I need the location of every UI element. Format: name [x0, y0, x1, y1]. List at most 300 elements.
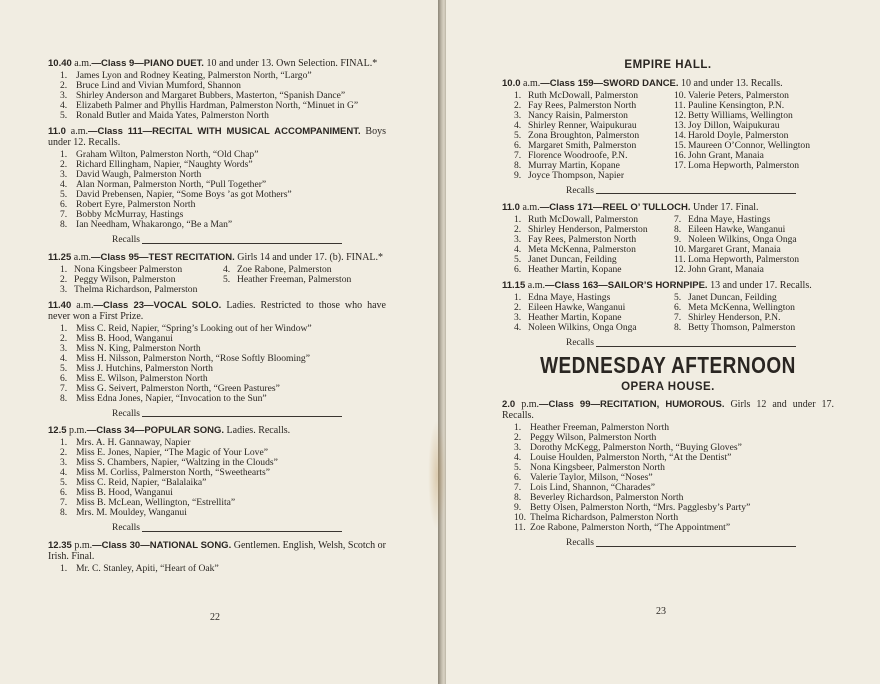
entry-text: Heather Martin, Kopane: [528, 264, 622, 275]
entry-number: 13.: [674, 119, 686, 131]
entry-number: 9.: [674, 234, 682, 245]
entry-number: 7.: [60, 382, 68, 394]
entries-column: [674, 91, 834, 181]
section-heading: [502, 399, 834, 421]
section-heading: [48, 300, 386, 322]
entry-number: 3.: [514, 234, 522, 245]
section-ampm: a.m.: [76, 299, 94, 311]
section-subtitle: 13 and under 17. Recalls.: [707, 280, 812, 291]
entry-text: Miss N. King, Palmerston North: [76, 342, 201, 354]
list-item: [674, 131, 834, 141]
entry-number: 4.: [60, 352, 68, 364]
entry-text: Shirley Anderson and Margaret Bubbers, Masterton, “Spanish Dance”: [76, 90, 346, 101]
entry-text: Miss B. Hood, Wanganui: [76, 487, 173, 498]
entry-list: [674, 91, 834, 171]
entry-number: 1.: [60, 263, 68, 275]
section-time: 11.25: [48, 251, 72, 263]
entry-text: Peggy Wilson, Palmerston North: [530, 432, 657, 443]
entry-number: 4.: [60, 179, 68, 190]
section-heading: [502, 280, 834, 291]
entry-text: Beverley Richardson, Palmerston North: [530, 492, 684, 503]
program-section: [48, 58, 386, 121]
entry-number: 2.: [60, 273, 68, 285]
section-time: 12.35: [48, 539, 72, 551]
section-time: 11.0: [502, 202, 520, 213]
entry-text: Harold Doyle, Palmerston: [688, 129, 789, 141]
entry-text: Richard Ellingham, Napier, “Naughty Words”: [76, 159, 253, 170]
entry-number: 5.: [60, 189, 68, 200]
section-class: —Class 95—TEST RECITATION.: [90, 251, 235, 263]
section-ampm: a.m.: [70, 126, 88, 137]
list-item: [223, 265, 386, 275]
section-heading: [48, 58, 386, 69]
right-sections: [502, 78, 834, 349]
section-class: —Class 23—VOCAL SOLO.: [93, 299, 222, 311]
entry-text: Betty Olsen, Palmerston North, “Mrs. Pagglesby’s Party”: [530, 502, 751, 513]
entry-text: Bobby McMurray, Hastings: [76, 209, 184, 220]
section-class: —Class 163—SAILOR’S HORNPIPE.: [544, 280, 708, 291]
list-item: [514, 323, 674, 333]
section-time: 11.0: [48, 126, 66, 137]
section-heading: [48, 252, 386, 263]
list-item: [60, 508, 386, 518]
section-subtitle: 10 and under 13. Recalls.: [678, 77, 783, 89]
entry-number: 2.: [514, 99, 522, 111]
entry-number: 3.: [514, 109, 522, 121]
entry-number: 7.: [514, 482, 522, 493]
entry-number: 8.: [514, 492, 522, 503]
entry-text: Dorothy McKegg, Palmerston North, “Buying Gloves”: [530, 442, 742, 453]
entry-text: Ronald Butler and Maida Yates, Palmerston North: [76, 110, 269, 121]
entry-number: 3.: [60, 283, 68, 295]
entry-number: 5.: [60, 362, 68, 374]
entry-number: 5.: [514, 462, 522, 473]
recalls-rule: [142, 415, 342, 417]
entries-column: [674, 215, 834, 275]
list-item: [60, 220, 386, 230]
entry-text: Shirley Renner, Waipukurau: [528, 119, 637, 131]
venue-heading-2: OPERA HOUSE.: [621, 380, 715, 393]
entry-text: Zoe Rabone, Palmerston North, “The Appointment”: [530, 522, 731, 533]
list-item: [514, 171, 674, 181]
entry-number: 6.: [60, 199, 68, 210]
entry-number: 4.: [514, 452, 522, 463]
right-page: [446, 0, 880, 684]
entry-text: Miss S. Chambers, Napier, “Waltzing in the Clouds”: [76, 457, 278, 468]
list-item: [60, 394, 386, 404]
entry-text: Fay Rees, Palmerston North: [528, 99, 637, 111]
entry-text: Miss B. Hood, Wanganui: [76, 332, 173, 344]
entry-text: Ruth McDowall, Palmerston: [528, 214, 639, 225]
list-item: [674, 121, 834, 131]
entry-text: Pauline Kensington, P.N.: [688, 99, 785, 111]
list-item: [60, 111, 386, 121]
recalls-line: [112, 524, 386, 534]
entry-number: 4.: [514, 119, 522, 131]
entry-number: 7.: [674, 214, 682, 225]
section-class: —Class 159—SWORD DANCE.: [540, 77, 679, 89]
entry-text: Peggy Wilson, Palmerston: [74, 273, 176, 285]
entry-text: Miss G. Seivert, Palmerston North, “Green Pastures”: [76, 382, 280, 394]
entry-text: Nona Kingsbeer, Palmerston North: [530, 462, 665, 473]
entry-text: Florence Woodroofe, P.N.: [528, 149, 628, 161]
entry-number: 8.: [514, 159, 522, 171]
entry-text: Edna Maye, Hastings: [688, 214, 771, 225]
entry-number: 17.: [674, 159, 686, 171]
list-item: [60, 334, 386, 344]
list-item: [674, 161, 834, 171]
day-heading: WEDNESDAY AFTERNOON: [540, 353, 796, 379]
recalls-rule: [596, 545, 796, 547]
list-item: [514, 265, 674, 275]
entry-text: John Grant, Manaia: [688, 264, 764, 275]
entry-number: 1.: [514, 422, 522, 433]
entry-number: 7.: [60, 209, 68, 220]
entry-number: 6.: [514, 139, 522, 151]
program-section: [48, 252, 386, 295]
entry-text: Louise Houlden, Palmerston North, “At the Dentist”: [530, 452, 732, 463]
section-ampm: p.m.: [74, 539, 93, 551]
recalls-line: [566, 539, 834, 549]
entry-text: Heather Martin, Kopane: [528, 312, 622, 323]
entry-text: Meta McKenna, Wellington: [688, 302, 795, 313]
entry-text: Miss H. Nilsson, Palmerston North, “Rose Softly Blooming”: [76, 352, 310, 364]
entry-number: 8.: [60, 507, 68, 518]
list-item: [60, 265, 223, 275]
two-column-entries: [514, 215, 834, 275]
entry-number: 4.: [514, 322, 522, 333]
paper-stain: [428, 420, 446, 530]
entry-number: 2.: [60, 332, 68, 344]
recalls-label: Recalls: [566, 185, 594, 196]
entry-text: Robert Eyre, Palmerston North: [76, 199, 196, 210]
entry-number: 2.: [60, 159, 68, 170]
entry-number: 1.: [514, 292, 522, 303]
entry-number: 7.: [514, 149, 522, 161]
entry-text: Lois Lind, Shannon, “Charades”: [530, 482, 655, 493]
list-item: [60, 275, 223, 285]
entry-text: Noleen Wilkins, Onga Onga: [688, 234, 797, 245]
entry-list: [60, 324, 386, 404]
section-heading: [502, 202, 834, 213]
entry-text: Betty Williams, Wellington: [688, 109, 793, 121]
program-section: [48, 425, 386, 534]
entry-list: [60, 438, 386, 518]
entry-number: 3.: [514, 312, 522, 323]
list-item: [60, 285, 223, 295]
recalls-label: Recalls: [566, 338, 594, 348]
recalls-line: [112, 236, 386, 246]
entry-number: 2.: [60, 447, 68, 458]
left-page-content: [48, 58, 386, 579]
list-item: [514, 101, 674, 111]
entry-list: [60, 564, 386, 574]
two-column-entries: [514, 91, 834, 181]
entry-text: Valerie Taylor, Milson, “Noses”: [530, 472, 653, 483]
program-section: [48, 126, 386, 246]
recalls-line: [112, 410, 386, 420]
entry-number: 1.: [60, 322, 68, 334]
entry-number: 4.: [60, 100, 68, 111]
list-item: [60, 364, 386, 374]
list-item: [60, 324, 386, 334]
entry-number: 10.: [674, 89, 686, 101]
entry-list: [223, 265, 386, 285]
section-subtitle: Ladies. Restricted to those who have never won a First Prize.: [48, 299, 386, 322]
recalls-label: Recalls: [566, 538, 594, 548]
recalls-line: [566, 187, 834, 197]
entry-number: 1.: [60, 562, 68, 574]
entry-text: Miss M. Corliss, Palmerston North, “Sweethearts”: [76, 467, 270, 478]
section-time: 10.40: [48, 58, 72, 69]
entry-number: 8.: [674, 322, 682, 333]
list-item: [674, 323, 834, 333]
list-item: [223, 275, 386, 285]
entry-number: 6.: [674, 302, 682, 313]
entry-text: Shirley Henderson, Palmerston: [528, 224, 648, 235]
entry-number: 4.: [60, 467, 68, 478]
entry-number: 1.: [60, 437, 68, 448]
entry-number: 3.: [60, 90, 68, 101]
list-item: [514, 161, 674, 171]
entry-text: Joy Dillon, Waipukurau: [688, 119, 780, 131]
recalls-label: Recalls: [112, 523, 140, 533]
section-subtitle: Ladies. Recalls.: [224, 425, 291, 436]
entry-number: 12.: [674, 264, 686, 275]
list-item: [60, 384, 386, 394]
list-item: [514, 151, 674, 161]
entry-text: Miss C. Reid, Napier, “Spring’s Looking out of her Window”: [76, 322, 312, 334]
section-time: 12.5: [48, 425, 67, 436]
entry-number: 2.: [60, 80, 68, 91]
entries-column: [514, 215, 674, 275]
recalls-line: [566, 339, 834, 349]
entries-column: [514, 91, 674, 181]
section-class: —Class 171—REEL O’ TULLOCH.: [539, 202, 691, 213]
program-section: [48, 540, 386, 574]
section-ampm: a.m.: [523, 77, 541, 89]
entry-text: Thelma Richardson, Palmerston: [74, 283, 198, 295]
entry-number: 1.: [60, 149, 68, 160]
entry-list: [514, 91, 674, 181]
page-number-right: 23: [656, 606, 666, 617]
list-item: [674, 265, 834, 275]
entry-list: [514, 215, 674, 275]
entry-text: Janet Duncan, Feilding: [528, 254, 617, 265]
entry-number: 10.: [674, 244, 686, 255]
entry-text: Ian Needham, Whakarongo, “Be a Man”: [76, 219, 233, 230]
list-item: [674, 151, 834, 161]
entry-text: David Prebensen, Napier, “Some Boys ’as got Mothers”: [76, 189, 292, 200]
entry-text: Mr. C. Stanley, Apiti, “Heart of Oak”: [76, 562, 219, 574]
entry-text: Miss E. Jones, Napier, “The Magic of Your Love”: [76, 447, 268, 458]
entry-number: 12.: [674, 109, 686, 121]
entry-text: Eileen Hawke, Wanganui: [528, 302, 626, 313]
entry-text: Zoe Rabone, Palmerston: [237, 263, 332, 275]
entry-list: [60, 265, 223, 295]
entry-text: Graham Wilton, Palmerston North, “Old Chap”: [76, 149, 259, 160]
entry-number: 7.: [674, 312, 682, 323]
entry-number: 1.: [60, 70, 68, 81]
entry-number: 11.: [674, 254, 686, 265]
two-column-entries: [60, 265, 386, 295]
list-item: [60, 564, 386, 574]
entry-text: David Waugh, Palmerston North: [76, 169, 202, 180]
entry-text: Valerie Peters, Palmerston: [688, 89, 789, 101]
entry-number: 5.: [223, 273, 231, 285]
entry-text: Mrs. A. H. Gannaway, Napier: [76, 437, 191, 448]
entry-number: 9.: [514, 502, 522, 513]
entries-column: [223, 265, 386, 295]
section-class: —Class 30—NATIONAL SONG.: [92, 539, 232, 551]
entry-number: 5.: [60, 477, 68, 488]
program-section: [502, 280, 834, 349]
section-time: 10.0: [502, 77, 521, 89]
list-item: [674, 111, 834, 121]
entry-number: 6.: [60, 372, 68, 384]
entry-text: Thelma Richardson, Palmerston North: [530, 512, 679, 523]
list-item: [514, 131, 674, 141]
list-item: [60, 344, 386, 354]
list-item: [674, 101, 834, 111]
section-time: 11.40: [48, 299, 72, 311]
entry-number: 3.: [60, 169, 68, 180]
entry-text: Betty Thomson, Palmerston: [688, 322, 796, 333]
recalls-rule: [142, 530, 342, 532]
entry-number: 2.: [514, 432, 522, 443]
entry-number: 6.: [514, 472, 522, 483]
entry-number: 5.: [514, 129, 522, 141]
entry-number: 11.: [514, 522, 526, 533]
program-section: [502, 399, 834, 549]
entry-number: 4.: [223, 263, 231, 275]
recalls-label: Recalls: [112, 235, 140, 245]
entry-list: [674, 293, 834, 333]
section-class: —Class 99—RECITATION, HUMOROUS.: [538, 399, 725, 410]
entry-list: [514, 423, 834, 533]
section-ampm: p.m.: [521, 399, 539, 410]
entry-list: [514, 293, 674, 333]
section-time: 2.0: [502, 399, 516, 410]
section-subtitle: Boys under 12. Recalls.: [48, 126, 386, 148]
entry-number: 4.: [514, 244, 522, 255]
entry-text: Nancy Raisin, Palmerston: [528, 109, 628, 121]
entry-text: Mrs. M. Mouldey, Wanganui: [76, 507, 187, 518]
entry-text: Heather Freeman, Palmerston North: [530, 422, 670, 433]
entry-text: Miss J. Hutchins, Palmerston North: [76, 362, 213, 374]
entry-number: 3.: [60, 342, 68, 354]
section-heading: [48, 540, 386, 562]
entry-text: Joyce Thompson, Napier: [528, 169, 625, 181]
entries-column: [674, 293, 834, 333]
section-ampm: p.m.: [69, 425, 87, 436]
section-ampm: a.m.: [522, 202, 540, 213]
entry-text: Miss E. Wilson, Palmerston North: [76, 372, 208, 384]
entry-text: Miss C. Reid, Napier, “Balalaika”: [76, 477, 207, 488]
entry-number: 7.: [60, 497, 68, 508]
right-page-content: [502, 60, 834, 555]
program-section: [48, 300, 386, 420]
entry-text: Nona Kingsbeer Palmerston: [74, 263, 183, 275]
entry-number: 8.: [60, 219, 68, 230]
list-item: [60, 354, 386, 364]
entry-text: Shirley Henderson, P.N.: [688, 312, 781, 323]
entry-number: 16.: [674, 149, 686, 161]
entry-text: Miss Edna Jones, Napier, “Invocation to the Sun”: [76, 392, 267, 404]
section-time: 11.15: [502, 280, 526, 291]
section-ampm: a.m.: [527, 280, 545, 291]
program-section: [502, 78, 834, 197]
section-heading: [48, 425, 386, 436]
section-heading: [48, 126, 386, 148]
entry-number: 8.: [674, 224, 682, 235]
entry-number: 5.: [514, 254, 522, 265]
section-subtitle: Girls 14 and under 17. (b). FINAL.*: [234, 251, 384, 263]
section-subtitle: Gentlemen. English, Welsh, Scotch or Irish. Final.: [48, 539, 386, 562]
section-class: —Class 9—PIANO DUET.: [91, 58, 204, 69]
program-section: [502, 202, 834, 275]
recalls-label: Recalls: [112, 408, 140, 419]
final-section: [502, 399, 834, 549]
entry-number: 6.: [60, 487, 68, 498]
section-class: —Class 111—RECITAL WITH MUSICAL ACCOMPANIMENT.: [88, 126, 361, 137]
entry-text: Alan Norman, Palmerston North, “Pull Together”: [76, 179, 267, 190]
entry-text: Murray Martin, Kopane: [528, 159, 620, 171]
entry-text: Margaret Smith, Palmerston: [528, 139, 637, 151]
entry-text: Janet Duncan, Feilding: [688, 292, 777, 303]
list-item: [514, 141, 674, 151]
entry-text: Meta McKenna, Palmerston: [528, 244, 636, 255]
entry-number: 5.: [674, 292, 682, 303]
section-subtitle: 10 and under 13. Own Selection. FINAL.*: [203, 58, 378, 69]
entry-text: Ruth McDowall, Palmerston: [528, 89, 639, 101]
entry-text: Fay Rees, Palmerston North: [528, 234, 637, 245]
page-number-left: 22: [210, 612, 220, 623]
entry-text: Maureen O’Connor, Wellington: [688, 139, 811, 151]
entry-text: Zona Broughton, Palmerston: [528, 129, 640, 141]
entry-number: 14.: [674, 129, 686, 141]
list-item: [514, 523, 834, 533]
entry-text: Elizabeth Palmer and Phyllis Hardman, Palmerston North, “Minuet in G”: [76, 100, 359, 111]
section-subtitle: Under 17. Final.: [690, 202, 759, 213]
entry-number: 2.: [514, 224, 522, 235]
entry-number: 1.: [514, 89, 522, 101]
entry-text: James Lyon and Rodney Keating, Palmerston North, “Largo”: [76, 70, 312, 81]
entry-list: [60, 71, 386, 121]
entry-number: 9.: [514, 169, 522, 181]
section-heading: [502, 78, 834, 89]
recalls-rule: [596, 345, 796, 347]
entry-number: 11.: [674, 99, 686, 111]
entry-text: Bruce Lind and Vivian Mumford, Shannon: [76, 80, 241, 91]
entry-number: 10.: [514, 512, 526, 523]
entry-text: Loma Hepworth, Palmerston: [688, 254, 800, 265]
recalls-rule: [596, 192, 796, 194]
list-item: [514, 91, 674, 101]
entry-text: Edna Maye, Hastings: [528, 292, 611, 303]
entry-list: [674, 215, 834, 275]
section-subtitle: Girls 12 and under 17. Recalls.: [502, 399, 834, 421]
entry-text: Noleen Wilkins, Onga Onga: [528, 322, 637, 333]
section-ampm: a.m.: [74, 58, 92, 69]
entry-text: Loma Hepworth, Palmerston: [688, 159, 800, 171]
entry-number: 8.: [60, 392, 68, 404]
entry-text: Miss B. McLean, Wellington, “Estrellita”: [76, 497, 236, 508]
entry-text: Margaret Grant, Manaia: [688, 244, 781, 255]
venue-heading: EMPIRE HALL.: [624, 59, 712, 71]
entry-list: [60, 150, 386, 230]
entry-number: 3.: [60, 457, 68, 468]
